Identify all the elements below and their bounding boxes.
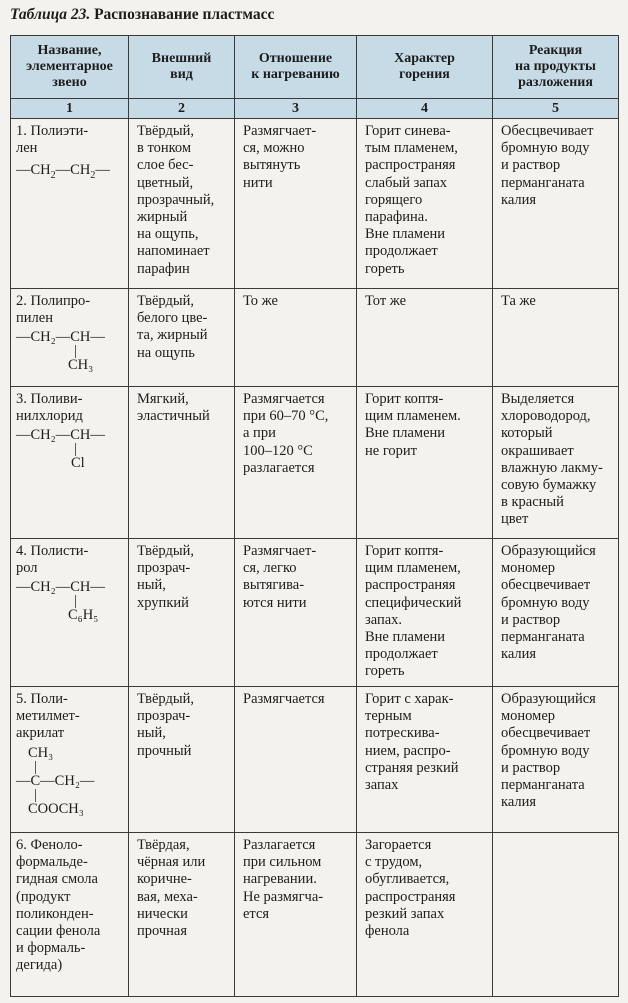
- column-number-row: [11, 99, 619, 119]
- cell-appearance: Твёрдый, прозрач- ный, хрупкий: [129, 539, 235, 687]
- cell-name: 3. Поливи- нилхлорид —CH₂—CH— | Cl: [11, 387, 129, 539]
- cell-reaction: Обесцвечивает бромную воду и раствор перманганата калия: [493, 119, 619, 289]
- formula-polystyrene: —CH₂—CH— | C₆H₅: [16, 579, 105, 624]
- cell-burning: Горит синева- тым пламенем, распространяя слабый запах горящего парафина. Вне пламени продолжает гореть: [357, 119, 493, 289]
- cell-name: 6. Феноло- формальде- гидная смола (продукт поликонден- сации фенола и формаль- дегида): [11, 833, 129, 997]
- caption-text: Распознавание пластмасс: [94, 6, 275, 23]
- cell-burning: Загорается с трудом, обугливается, распространяя резкий запах фенола: [357, 833, 493, 997]
- cell-appearance: Мягкий, эластичный: [129, 387, 235, 539]
- cell-burning: Тот же: [357, 289, 493, 387]
- table-row: [11, 539, 619, 687]
- cell-heating: Размягчает- ся, легко вытягива- ются нити: [235, 539, 357, 687]
- cell-appearance: Твёрдый, прозрач- ный, прочный: [129, 687, 235, 833]
- cell-heating: Размягчается: [235, 687, 357, 833]
- header-appearance: Внешний вид: [129, 36, 235, 99]
- table-row: [11, 289, 619, 387]
- formula-polyethylene: [16, 159, 124, 183]
- cell-burning: Горит коптя- щим пламенем, распространяя специфический запах. Вне пламени продолжает гореть: [357, 539, 493, 687]
- table-row: [11, 119, 619, 289]
- cell-appearance: Твёрдая, чёрная или коричне- вая, меха- нически прочная: [129, 833, 235, 997]
- cell-appearance: Твёрдый, в тонком слое бес- цветный, прозрачный, жирный на ощупь, напоминает парафин: [129, 119, 235, 289]
- cell-name: 2. Полипро- пилен —CH₂—CH— | CH₃: [11, 289, 129, 387]
- formula-pvc: —CH₂—CH— | Cl: [16, 427, 105, 472]
- table-caption: [10, 2, 274, 28]
- formula-pmma: CH₃ | —C—CH₂— | COOCH₃: [16, 744, 95, 817]
- cell-reaction: Выделяется хлороводород, который окрашивает влажную лакму- совую бумажку в красный цвет: [493, 387, 619, 539]
- table-row: [11, 387, 619, 539]
- cell-reaction: [493, 833, 619, 997]
- table-row: [11, 687, 619, 833]
- column-number: 2: [129, 99, 235, 119]
- column-number: 4: [357, 99, 493, 119]
- table-row: [11, 833, 619, 997]
- cell-heating: То же: [235, 289, 357, 387]
- cell-burning: Горит коптя- щим пламенем. Вне пламени не горит: [357, 387, 493, 539]
- column-number: 3: [235, 99, 357, 119]
- caption-label: Таблица 23.: [10, 6, 91, 23]
- formula-polyethylene-text: $—CH_2—CH_2—$: [16, 162, 110, 182]
- header-heating: Отношение к нагреванию: [235, 36, 357, 99]
- cell-name: 1. Полиэти- лен $—CH_2—CH_2—$: [11, 119, 129, 289]
- cell-heating: Размягчает- ся, можно вытянуть нити: [235, 119, 357, 289]
- cell-reaction: Образующийся мономер обесцвечивает бромную воду и раствор перманганата калия: [493, 539, 619, 687]
- cell-burning: Горит с харак- терным потрескива- нием, распро- страняя резкий запах: [357, 687, 493, 833]
- column-number: 5: [493, 99, 619, 119]
- cell-name: 5. Поли- метилмет- акрилат CH₃ | —C—CH₂— | COOCH₃: [11, 687, 129, 833]
- cell-heating: Размягчается при 60–70 °С, а при 100–120 °С разлагается: [235, 387, 357, 539]
- cell-reaction: Та же: [493, 289, 619, 387]
- formula-polypropylene: —CH₂—CH— | CH₃: [16, 329, 105, 374]
- plastics-table: [10, 35, 619, 997]
- cell-appearance: Твёрдый, белого цве- та, жирный на ощупь: [129, 289, 235, 387]
- cell-name: 4. Полисти- рол —CH₂—CH— | C₆H₅: [11, 539, 129, 687]
- header-burning: Характер горения: [357, 36, 493, 99]
- cell-heating: Разлагается при сильном нагревании. Не размягча- ется: [235, 833, 357, 997]
- cell-reaction: Образующийся мономер обесцвечивает бромную воду и раствор перманганата калия: [493, 687, 619, 833]
- header-row: [11, 36, 619, 99]
- header-reaction: Реакция на продукты разложения: [493, 36, 619, 99]
- header-name: Название, элементарное звено: [11, 36, 129, 99]
- column-number: 1: [11, 99, 129, 119]
